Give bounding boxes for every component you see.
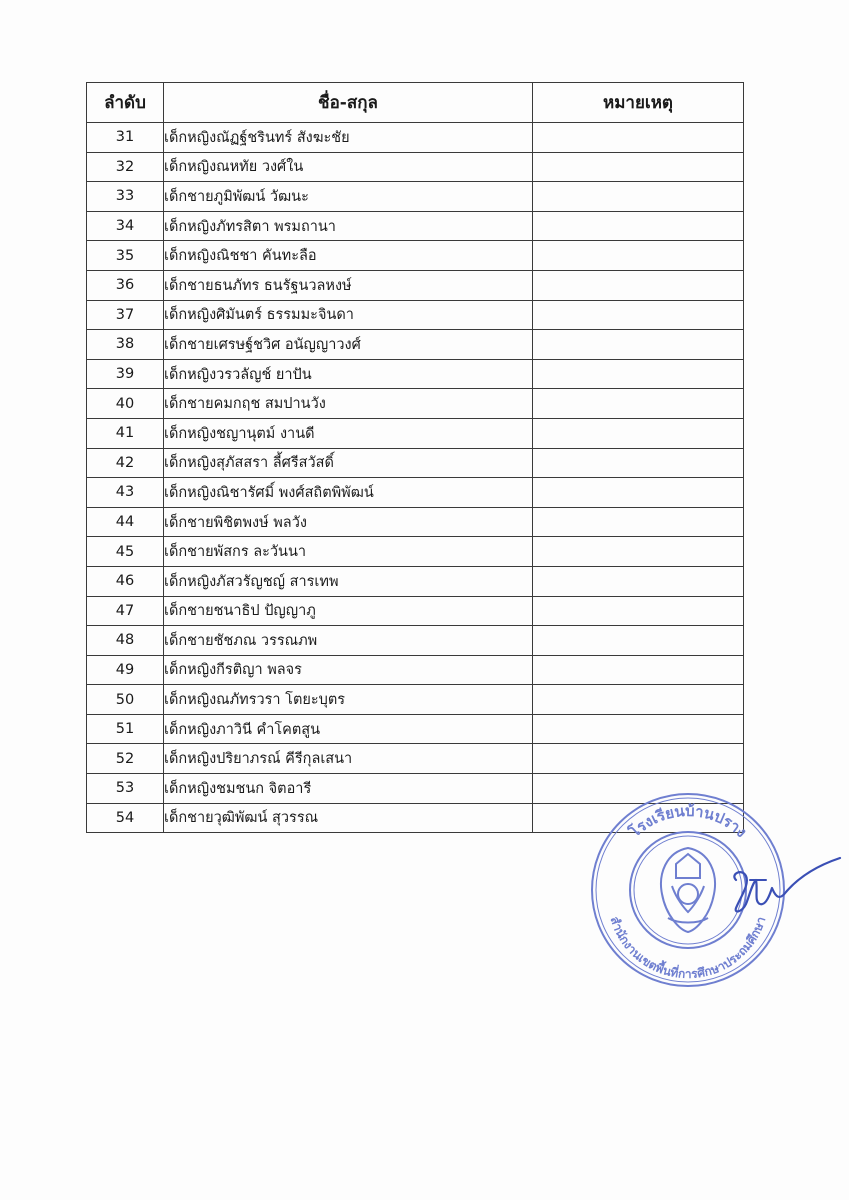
- remark-cell: [533, 626, 744, 656]
- student-name: เด็กชายชนาธิป ปัญญาภู: [164, 596, 533, 626]
- remark-cell: [533, 655, 744, 685]
- table-row: [87, 448, 744, 478]
- remark-cell: [533, 211, 744, 241]
- remark-cell: [533, 507, 744, 537]
- student-name: เด็กหญิงศิมันตร์ ธรรมมะจินดา: [164, 300, 533, 330]
- student-name: เด็กหญิงณิชชา คันทะลือ: [164, 241, 533, 271]
- column-header-number: ลำดับ: [87, 83, 164, 123]
- remark-cell: [533, 418, 744, 448]
- student-name: เด็กหญิงณหทัย วงศ์ใน: [164, 152, 533, 182]
- remark-cell: [533, 241, 744, 271]
- row-number: 38: [87, 330, 164, 360]
- remark-cell: [533, 566, 744, 596]
- row-number: 31: [87, 123, 164, 153]
- table-row: [87, 241, 744, 271]
- student-name: เด็กหญิงภาวินี คำโคตสูน: [164, 714, 533, 744]
- table-row: [87, 123, 744, 153]
- remark-cell: [533, 714, 744, 744]
- student-name: เด็กชายคมกฤช สมปานวัง: [164, 389, 533, 419]
- handwritten-signature: [720, 850, 845, 930]
- remark-cell: [533, 389, 744, 419]
- row-number: 44: [87, 507, 164, 537]
- row-number: 43: [87, 478, 164, 508]
- remark-cell: [533, 270, 744, 300]
- stamp-top-text: โรงเรียนบ้านปราง: [625, 801, 751, 841]
- row-number: 35: [87, 241, 164, 271]
- student-name: เด็กหญิงณิชารัศมิ์ พงศ์สถิตพิพัฒน์: [164, 478, 533, 508]
- table-row: [87, 359, 744, 389]
- student-name: เด็กชายพิชิตพงษ์ พลวัง: [164, 507, 533, 537]
- student-name: เด็กหญิงสุภัสสรา ลี้ศรีสวัสดิ์: [164, 448, 533, 478]
- table-row: [87, 270, 744, 300]
- table-row: [87, 389, 744, 419]
- remark-cell: [533, 182, 744, 212]
- remark-cell: [533, 359, 744, 389]
- row-number: 41: [87, 418, 164, 448]
- table-row: [87, 330, 744, 360]
- student-name: เด็กชายวุฒิพัฒน์ สุวรรณ: [164, 803, 533, 833]
- remark-cell: [533, 448, 744, 478]
- table-row: [87, 182, 744, 212]
- student-name: เด็กชายภูมิพัฒน์ วัฒนะ: [164, 182, 533, 212]
- remark-cell: [533, 478, 744, 508]
- student-roster-table: [86, 82, 744, 833]
- student-name: เด็กหญิงณัฏฐ์ชรินทร์ สังฆะชัย: [164, 123, 533, 153]
- row-number: 40: [87, 389, 164, 419]
- table-row: [87, 507, 744, 537]
- row-number: 42: [87, 448, 164, 478]
- student-name: เด็กหญิงปริยาภรณ์ คีรีกุลเสนา: [164, 744, 533, 774]
- table-row: [87, 152, 744, 182]
- table-row: [87, 626, 744, 656]
- table-row: [87, 596, 744, 626]
- student-name: เด็กหญิงณภัทรวรา โตยะบุตร: [164, 685, 533, 715]
- remark-cell: [533, 330, 744, 360]
- stamp-bottom-text: สำนักงานเขตพื้นที่การศึกษาประถมศึกษา: [607, 914, 769, 982]
- row-number: 47: [87, 596, 164, 626]
- row-number: 52: [87, 744, 164, 774]
- table-row: [87, 418, 744, 448]
- remark-cell: [533, 596, 744, 626]
- row-number: 45: [87, 537, 164, 567]
- table-row: [87, 744, 744, 774]
- remark-cell: [533, 123, 744, 153]
- row-number: 39: [87, 359, 164, 389]
- student-name: เด็กหญิงชมชนก จิตอารี: [164, 774, 533, 804]
- remark-cell: [533, 537, 744, 567]
- table-body: [87, 123, 744, 833]
- row-number: 51: [87, 714, 164, 744]
- row-number: 49: [87, 655, 164, 685]
- student-name: เด็กหญิงวรวลัญช์ ยาปัน: [164, 359, 533, 389]
- remark-cell: [533, 744, 744, 774]
- remark-cell: [533, 300, 744, 330]
- student-name: เด็กชายเศรษฐ์ชวิศ อนัญญาวงศ์: [164, 330, 533, 360]
- row-number: 37: [87, 300, 164, 330]
- student-name: เด็กชายธนภัทร ธนรัฐนวลหงษ์: [164, 270, 533, 300]
- student-name: เด็กหญิงภัสวรัญชญ์ สารเทพ: [164, 566, 533, 596]
- student-name: เด็กหญิงชญานุตม์ งานดี: [164, 418, 533, 448]
- table-row: [87, 211, 744, 241]
- table-row: [87, 714, 744, 744]
- row-number: 50: [87, 685, 164, 715]
- row-number: 54: [87, 803, 164, 833]
- table-row: [87, 537, 744, 567]
- table-header: [87, 83, 744, 123]
- student-name: เด็กหญิงภัทรสิตา พรมถานา: [164, 211, 533, 241]
- row-number: 53: [87, 774, 164, 804]
- column-header-name: ชื่อ-สกุล: [164, 83, 533, 123]
- table-row: [87, 685, 744, 715]
- student-name: เด็กชายพัสกร ละวันนา: [164, 537, 533, 567]
- table-row: [87, 655, 744, 685]
- remark-cell: [533, 152, 744, 182]
- table-row: [87, 300, 744, 330]
- row-number: 33: [87, 182, 164, 212]
- student-name: เด็กชายชัชภณ วรรณภพ: [164, 626, 533, 656]
- row-number: 34: [87, 211, 164, 241]
- table-row: [87, 566, 744, 596]
- table-row: [87, 478, 744, 508]
- row-number: 32: [87, 152, 164, 182]
- column-header-remark: หมายเหตุ: [533, 83, 744, 123]
- table-header-row: [87, 83, 744, 123]
- row-number: 48: [87, 626, 164, 656]
- student-name: เด็กหญิงกีรติญา พลจร: [164, 655, 533, 685]
- remark-cell: [533, 685, 744, 715]
- row-number: 46: [87, 566, 164, 596]
- row-number: 36: [87, 270, 164, 300]
